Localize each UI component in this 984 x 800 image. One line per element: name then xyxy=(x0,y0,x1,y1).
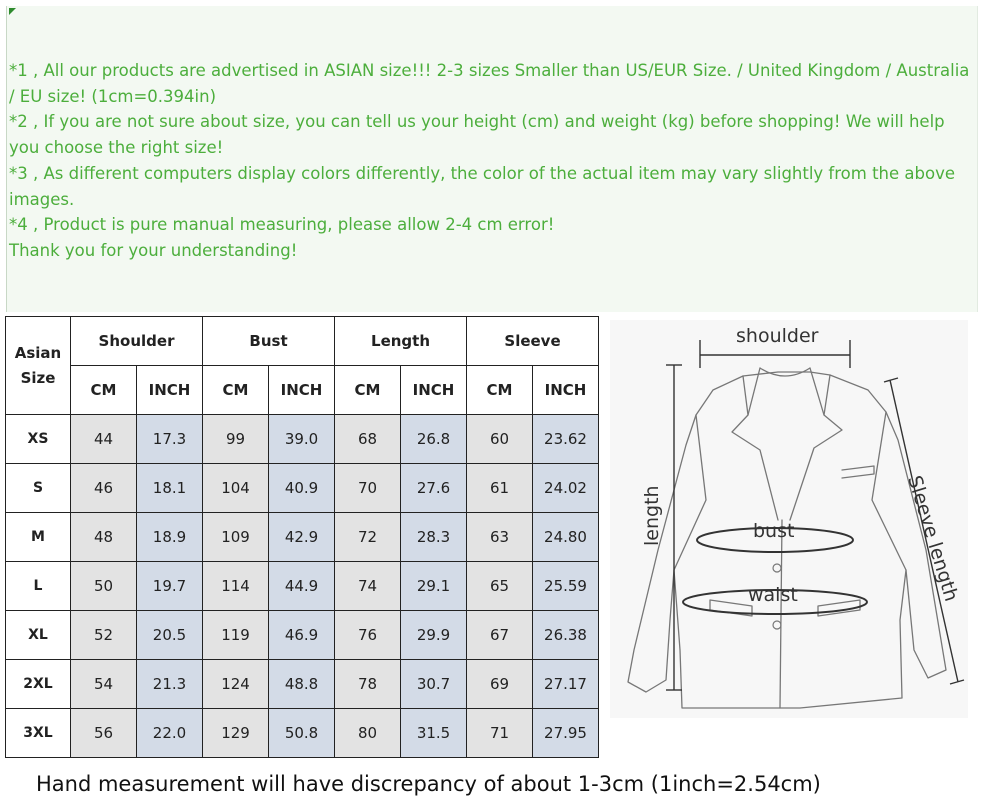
table-cell: 31.5 xyxy=(401,709,467,758)
table-cell: 60 xyxy=(467,415,533,464)
table-cell: 114 xyxy=(203,562,269,611)
length-header: Length xyxy=(335,317,467,366)
notice-line-4: *4 , Product is pure manual measuring, please allow 2-4 cm error! xyxy=(9,215,555,235)
table-cell: 46 xyxy=(71,464,137,513)
size-chart-table xyxy=(5,316,599,758)
unit-cm-header: CM xyxy=(203,366,269,415)
table-cell: 63 xyxy=(467,513,533,562)
unit-inch-header: INCH xyxy=(137,366,203,415)
bust-header: Bust xyxy=(203,317,335,366)
table-cell: 74 xyxy=(335,562,401,611)
size-cell: S xyxy=(6,464,71,513)
notice-line-2: *2 , If you are not sure about size, you can tell us your height (cm) and weight (kg) before shopping! We will help you choose the right size! xyxy=(9,112,945,158)
table-cell: 27.6 xyxy=(401,464,467,513)
table-cell: 24.80 xyxy=(533,513,599,562)
length-label: length xyxy=(641,485,663,546)
blazer-lapel-inner xyxy=(748,368,824,415)
table-row xyxy=(6,464,599,513)
table-row xyxy=(6,562,599,611)
table-cell: 22.0 xyxy=(137,709,203,758)
blazer-sleeve-seam-left xyxy=(674,415,706,570)
notice-line-3: *3 , As different computers display colors differently, the color of the actual item may vary slightly from the above images. xyxy=(9,163,955,209)
sleeve-header: Sleeve xyxy=(467,317,599,366)
unit-inch-header: INCH xyxy=(401,366,467,415)
table-row xyxy=(6,660,599,709)
table-cell: 65 xyxy=(467,562,533,611)
table-cell: 109 xyxy=(203,513,269,562)
table-cell: 124 xyxy=(203,660,269,709)
table-cell: 54 xyxy=(71,660,137,709)
table-cell: 24.02 xyxy=(533,464,599,513)
corner-marker xyxy=(9,8,16,15)
table-cell: 61 xyxy=(467,464,533,513)
size-cell: XS xyxy=(6,415,71,464)
table-cell: 26.38 xyxy=(533,611,599,660)
notice-text xyxy=(9,58,975,264)
table-cell: 56 xyxy=(71,709,137,758)
size-cell: L xyxy=(6,562,71,611)
table-cell: 17.3 xyxy=(137,415,203,464)
table-row xyxy=(6,611,599,660)
asian-size-header xyxy=(6,317,71,415)
table-cell: 30.7 xyxy=(401,660,467,709)
table-row xyxy=(6,709,599,758)
blazer-chest-pocket xyxy=(842,466,874,478)
asian-size-header-line1: Asian xyxy=(14,343,62,362)
blazer-button-top xyxy=(773,564,781,572)
table-cell: 119 xyxy=(203,611,269,660)
table-cell: 68 xyxy=(335,415,401,464)
shoulder-label: shoulder xyxy=(736,325,819,347)
notice-line-1: *1 , All our products are advertised in ASIAN size!!! 2-3 sizes Smaller than US/EUR Size. / United Kingdom / Australia / EU size! (1cm=0.394in) xyxy=(9,61,970,106)
table-cell: 76 xyxy=(335,611,401,660)
unit-inch-header: INCH xyxy=(533,366,599,415)
table-cell: 25.59 xyxy=(533,562,599,611)
footer-note xyxy=(0,762,984,800)
blazer-button-bottom xyxy=(773,621,781,629)
bust-label: bust xyxy=(753,520,795,542)
size-notice-box xyxy=(6,6,978,312)
table-cell: 46.9 xyxy=(269,611,335,660)
table-cell: 39.0 xyxy=(269,415,335,464)
blazer-collar xyxy=(732,375,842,520)
table-cell: 44 xyxy=(71,415,137,464)
table-cell: 48.8 xyxy=(269,660,335,709)
size-cell: M xyxy=(6,513,71,562)
table-cell: 44.9 xyxy=(269,562,335,611)
table-cell: 129 xyxy=(203,709,269,758)
table-cell: 27.17 xyxy=(533,660,599,709)
table-cell: 26.8 xyxy=(401,415,467,464)
table-row xyxy=(6,513,599,562)
shoulder-header: Shoulder xyxy=(71,317,203,366)
size-cell: XL xyxy=(6,611,71,660)
table-cell: 27.95 xyxy=(533,709,599,758)
table-cell: 48 xyxy=(71,513,137,562)
table-cell: 99 xyxy=(203,415,269,464)
blazer-sleeve-seam-right xyxy=(872,412,906,570)
table-cell: 29.9 xyxy=(401,611,467,660)
unit-inch-header: INCH xyxy=(269,366,335,415)
footer-text: Hand measurement will have discrepancy of about 1-3cm (1inch=2.54cm) xyxy=(36,772,821,796)
table-cell: 70 xyxy=(335,464,401,513)
table-cell: 69 xyxy=(467,660,533,709)
sleeve-length-label: Sleeve length xyxy=(903,473,963,605)
table-cell: 71 xyxy=(467,709,533,758)
table-cell: 50.8 xyxy=(269,709,335,758)
table-cell: 80 xyxy=(335,709,401,758)
asian-size-header-line2: Size xyxy=(20,368,56,387)
table-cell: 20.5 xyxy=(137,611,203,660)
waist-label: waist xyxy=(748,584,798,606)
table-cell: 50 xyxy=(71,562,137,611)
table-cell: 28.3 xyxy=(401,513,467,562)
notice-line-5: Thank you for your understanding! xyxy=(9,240,298,260)
table-cell: 18.9 xyxy=(137,513,203,562)
unit-cm-header: CM xyxy=(335,366,401,415)
table-cell: 21.3 xyxy=(137,660,203,709)
table-cell: 52 xyxy=(71,611,137,660)
table-cell: 29.1 xyxy=(401,562,467,611)
blazer-measurement-diagram xyxy=(610,320,968,718)
table-cell: 72 xyxy=(335,513,401,562)
table-cell: 23.62 xyxy=(533,415,599,464)
size-cell: 2XL xyxy=(6,660,71,709)
blazer-sketch xyxy=(610,320,968,718)
table-cell: 67 xyxy=(467,611,533,660)
table-row xyxy=(6,415,599,464)
unit-cm-header: CM xyxy=(467,366,533,415)
table-cell: 19.7 xyxy=(137,562,203,611)
unit-cm-header: CM xyxy=(71,366,137,415)
table-cell: 18.1 xyxy=(137,464,203,513)
table-cell: 104 xyxy=(203,464,269,513)
size-cell: 3XL xyxy=(6,709,71,758)
table-cell: 42.9 xyxy=(269,513,335,562)
table-cell: 78 xyxy=(335,660,401,709)
table-cell: 40.9 xyxy=(269,464,335,513)
